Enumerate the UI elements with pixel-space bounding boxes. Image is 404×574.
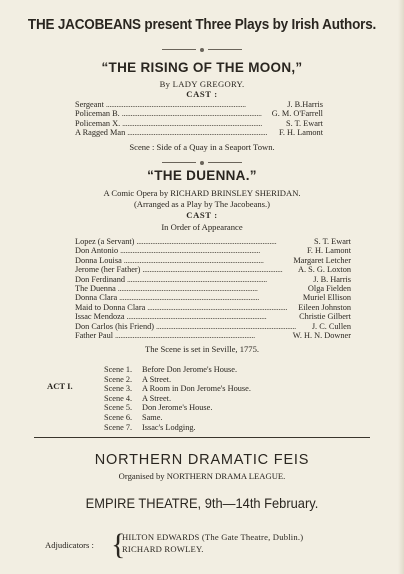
- scene-number: Scene 7.: [104, 422, 133, 432]
- leader-dots: [156, 322, 310, 331]
- scene-number: Scene 1.: [104, 365, 133, 374]
- scene-description: A Street.: [142, 393, 172, 403]
- leader-dots: [147, 303, 296, 312]
- scene-number: Scene 3.: [104, 384, 133, 394]
- leader-dots: [119, 293, 301, 302]
- play1-author: By LADY GREGORY.: [159, 79, 245, 89]
- leader-dots: [127, 128, 277, 137]
- leader-dots: [124, 256, 292, 265]
- play2-setting: The Scene is set in Seville, 1775.: [144, 344, 260, 354]
- play1-cast-heading: CAST :: [186, 89, 218, 99]
- cast-row: [75, 237, 351, 246]
- cast-row: [75, 128, 323, 137]
- scene-description: A Street.: [142, 374, 172, 384]
- cast-row: [75, 256, 351, 265]
- leader-dots: [122, 109, 270, 118]
- scene-row: [104, 423, 251, 433]
- cast-row: [75, 331, 351, 340]
- scene-description: Same.: [142, 412, 163, 422]
- cast-role: Don Antonio: [75, 246, 119, 256]
- cast-actor: Olga Fielden: [307, 284, 351, 294]
- scene-description: Don Jerome's House.: [142, 403, 213, 413]
- cast-row: [75, 100, 323, 109]
- scene-description: A Room in Don Jerome's House.: [142, 384, 251, 394]
- cast-row: [75, 109, 323, 118]
- cast-actor: Eileen Johnston: [298, 302, 351, 312]
- cast-actor: G. M. O'Farrell: [271, 109, 323, 119]
- leader-dots: [136, 237, 312, 246]
- cast-role: Sergeant: [75, 100, 104, 109]
- leader-dots: [106, 100, 285, 109]
- scene-description: Issac's Lodging.: [142, 422, 196, 432]
- cast-row: [75, 265, 351, 274]
- brace-symbol: {: [111, 528, 126, 561]
- play2-title: “THE DUENNA.”: [147, 168, 257, 183]
- feis-title: NORTHERN DRAMATIC FEIS: [94, 452, 310, 468]
- cast-row: [75, 312, 351, 321]
- play2-arranged-note: (Arranged as a Play by The Jacobeans.): [133, 199, 271, 209]
- scene-row: [104, 384, 251, 394]
- leader-dots: [122, 119, 284, 128]
- scene-row: [104, 365, 251, 375]
- act-label: ACT I.: [47, 381, 73, 391]
- cast-row: [75, 246, 351, 255]
- section-rule: [34, 437, 370, 438]
- feis-venue-dates: EMPIRE THEATRE, 9th—14th February.: [85, 495, 319, 511]
- leader-dots: [120, 246, 305, 255]
- page-header: THE JACOBEANS present Three Plays by Irish Authors.: [27, 17, 377, 33]
- cast-row: [75, 322, 351, 331]
- cast-role: Maid to Donna Clara: [75, 302, 146, 312]
- feis-organiser: Organised by NORTHERN DRAMA LEAGUE.: [118, 471, 286, 481]
- cast-row: [75, 275, 351, 284]
- play1-cast-list: [75, 100, 323, 138]
- cast-row: [75, 119, 323, 128]
- leader-dots: [118, 284, 306, 293]
- play2-order-note: In Order of Appearance: [161, 222, 243, 232]
- cast-role: The Duenna: [75, 284, 116, 294]
- scene-list: [104, 365, 251, 432]
- cast-actor: J. B.Harris: [287, 100, 323, 109]
- scene-number: Scene 6.: [104, 412, 133, 422]
- play2-subtitle: A Comic Opera by RICHARD BRINSLEY SHERIDAN.: [103, 188, 301, 198]
- cast-role: Father Paul: [75, 331, 114, 341]
- cast-actor: J. B. Harris: [313, 274, 351, 284]
- cast-role: Donna Clara: [75, 293, 118, 303]
- cast-actor: F. H. Lamont: [278, 128, 323, 138]
- cast-actor: Christie Gilbert: [299, 312, 351, 322]
- cast-row: [75, 284, 351, 293]
- scene-number: Scene 4.: [104, 393, 133, 403]
- cast-row: [75, 303, 351, 312]
- scene-row: [104, 375, 251, 385]
- adjudicator-name: RICHARD ROWLEY.: [122, 544, 204, 554]
- leader-dots: [115, 331, 291, 340]
- scene-row: [104, 394, 251, 404]
- ornament-divider: [0, 44, 404, 54]
- leader-dots: [127, 312, 298, 321]
- cast-role: Policeman X.: [75, 118, 121, 128]
- cast-actor: S. T. Ewart: [313, 237, 351, 246]
- cast-actor: W. H. N. Downer: [292, 331, 351, 341]
- cast-actor: J. C. Cullen: [311, 321, 351, 331]
- cast-role: Don Carlos (his Friend): [75, 321, 155, 331]
- cast-role: Policeman B.: [75, 109, 120, 119]
- cast-actor: Muriel Ellison: [302, 293, 351, 303]
- adjudicators-label: Adjudicators :: [45, 540, 94, 550]
- scene-description: Before Don Jerome's House.: [142, 365, 238, 374]
- adjudicators-list: [122, 531, 303, 555]
- leader-dots: [127, 275, 311, 284]
- play1-scene: Scene : Side of a Quay in a Seaport Town.: [129, 142, 275, 152]
- scene-number: Scene 5.: [104, 403, 133, 413]
- page-edge-shadow: [398, 0, 404, 574]
- cast-role: Jerome (her Father): [75, 265, 141, 275]
- ornament-divider: [0, 157, 404, 167]
- scene-row: [104, 413, 251, 423]
- cast-role: Issac Mendoza: [75, 312, 125, 322]
- scene-row: [104, 403, 251, 413]
- cast-actor: A. S. G. Loxton: [297, 265, 351, 275]
- cast-actor: S. T. Ewart: [285, 118, 323, 128]
- cast-role: A Ragged Man: [75, 128, 126, 138]
- cast-actor: F. H. Lamont: [306, 246, 351, 256]
- cast-role: Donna Louisa: [75, 255, 122, 265]
- cast-role: Don Ferdinand: [75, 274, 126, 284]
- adjudicator-name: HILTON EDWARDS (The Gate Theatre, Dublin.): [122, 532, 304, 542]
- cast-row: [75, 293, 351, 302]
- cast-role: Lopez (a Servant): [75, 237, 135, 246]
- scene-number: Scene 2.: [104, 374, 133, 384]
- leader-dots: [142, 265, 296, 274]
- play1-title: “THE RISING OF THE MOON,”: [101, 60, 303, 75]
- play2-cast-heading: CAST :: [186, 210, 218, 220]
- cast-actor: Margaret Letcher: [293, 255, 351, 265]
- play2-cast-list: [75, 237, 351, 340]
